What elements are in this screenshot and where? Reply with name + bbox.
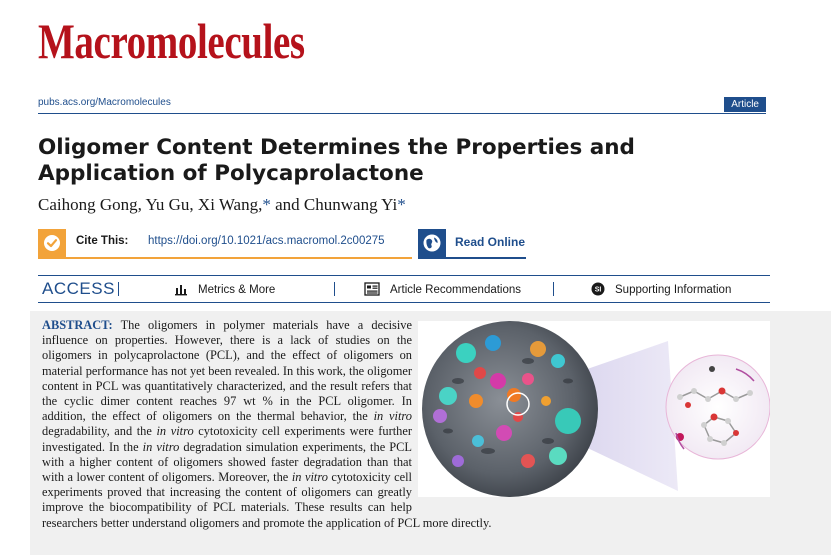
access-bar	[38, 275, 770, 303]
author-names: Caihong Gong, Yu Gu, Xi Wang,	[38, 195, 263, 214]
access-divider	[553, 282, 554, 296]
journal-url-link[interactable]: pubs.acs.org/Macromolecules	[38, 97, 171, 108]
supporting-label: Supporting Information	[615, 284, 732, 296]
journal-url-row	[38, 97, 766, 114]
corresponding-author-mark[interactable]: *	[397, 195, 406, 214]
cite-this-label: Cite This:	[76, 235, 129, 247]
document-list-icon	[364, 282, 380, 296]
si-badge-icon	[591, 282, 605, 296]
journal-logo: Macromolecules	[38, 13, 305, 69]
access-divider	[118, 282, 119, 296]
bar-chart-icon	[174, 282, 188, 296]
cite-this-bar	[38, 229, 412, 259]
abstract-text: ABSTRACT: The oligomers in polymer materials have a decisive influence on properties. However, there is a lack of studies on the oligomers in polycaprolactone (PCL), and the effect of oligomers on material performance has not yet been revealed. In this work, the oligomer content in PCL was quantitatively characterized, and the result refers that the cyclic dimer content reaches 97 wt % in the PCL oligomer. In addition, the effect of oligomers on the thermal behavior, the in vitro degradability, and the in vitro cytotoxicity cell experiments were further investigated. In the in vitro degradation simulation experiments, the PCL with a higher content of oligomers showed faster degradation than that with a lower content of oligomers. Moreover, the in vitro cytotoxicity cell experiments proved that increasing the content of oligomers can greatly improve the biocompatibility of PCL materials. These results can help researchers better understand oligomers and promote the application of PCL more directly.	[42, 318, 782, 531]
globe-icon	[418, 229, 446, 257]
metrics-label: Metrics & More	[198, 284, 276, 296]
access-divider	[334, 282, 335, 296]
read-online-button[interactable]	[418, 229, 526, 259]
article-recommendations-link[interactable]	[364, 282, 521, 296]
author-list	[38, 195, 406, 215]
metrics-and-more-link[interactable]	[174, 282, 275, 296]
doi-link[interactable]: https://doi.org/10.1021/acs.macromol.2c00275	[148, 235, 385, 247]
access-label: ACCESS	[42, 279, 115, 298]
svg-text:SI: SI	[594, 286, 602, 294]
recommendations-label: Article Recommendations	[390, 284, 522, 296]
supporting-information-link[interactable]	[591, 282, 731, 296]
paper-title: Oligomer Content Determines the Properties and Application of Polycaprolactone	[38, 135, 635, 186]
toc-graphic	[418, 321, 770, 497]
abstract-label: ABSTRACT:	[42, 318, 113, 332]
read-online-label: Read Online	[455, 235, 526, 249]
author-names-last: and Chunwang Yi	[270, 195, 398, 214]
corresponding-author-mark[interactable]: *	[262, 195, 271, 214]
article-type-badge: Article	[724, 97, 766, 112]
check-circle-icon	[38, 229, 66, 257]
toc-molecule-bubble	[666, 355, 770, 459]
